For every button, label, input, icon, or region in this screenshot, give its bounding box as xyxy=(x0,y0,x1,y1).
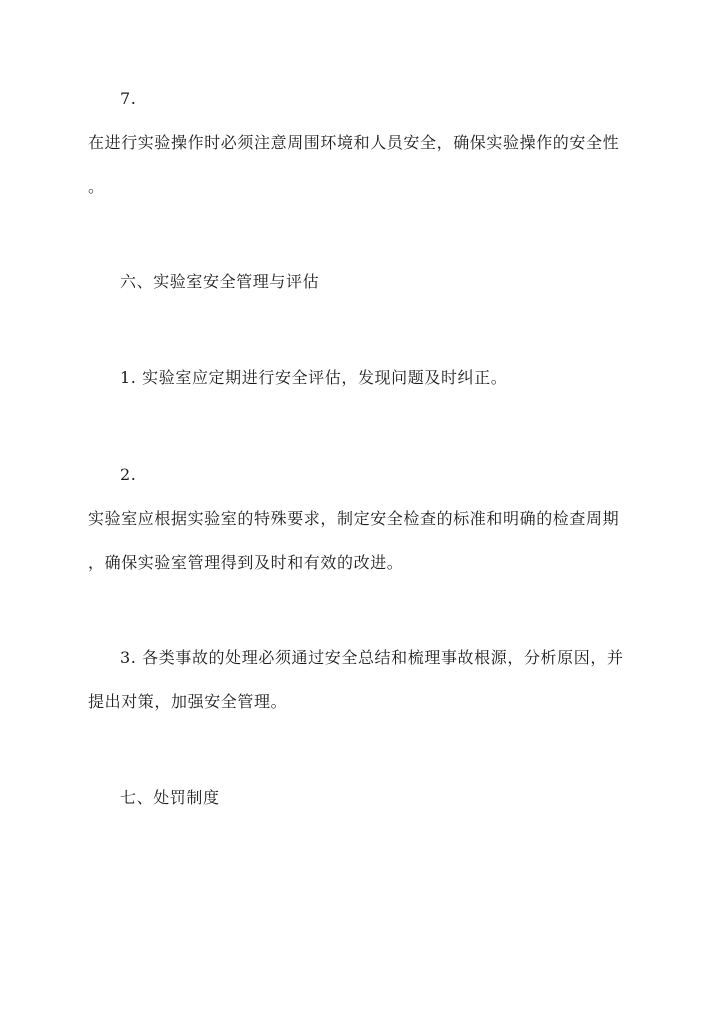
section-6-item-2-number: 2. xyxy=(120,465,137,484)
item-7-text-line1: 在进行实验操作时必须注意周围环境和人员安全，确保实验操作的安全性 xyxy=(88,133,620,152)
section-6-item-2-line2: ，确保实验室管理得到及时和有效的改进。 xyxy=(88,553,404,572)
section-7-heading: 七、处罚制度 xyxy=(120,788,220,807)
section-6-heading: 六、实验室安全管理与评估 xyxy=(120,272,320,291)
section-6-item-1: 1. 实验室应定期进行安全评估，发现问题及时纠正。 xyxy=(120,368,508,387)
item-7-number: 7. xyxy=(120,89,137,108)
item-7-text-line2: 。 xyxy=(88,177,105,196)
section-6-item-3-line2: 提出对策，加强安全管理。 xyxy=(88,692,288,711)
section-6-item-3-line1: 3. 各类事故的处理必须通过安全总结和梳理事故根源，分析原因，并 xyxy=(120,648,624,667)
section-6-item-2-line1: 实验室应根据实验室的特殊要求，制定安全检查的标准和明确的检查周期 xyxy=(88,509,620,528)
